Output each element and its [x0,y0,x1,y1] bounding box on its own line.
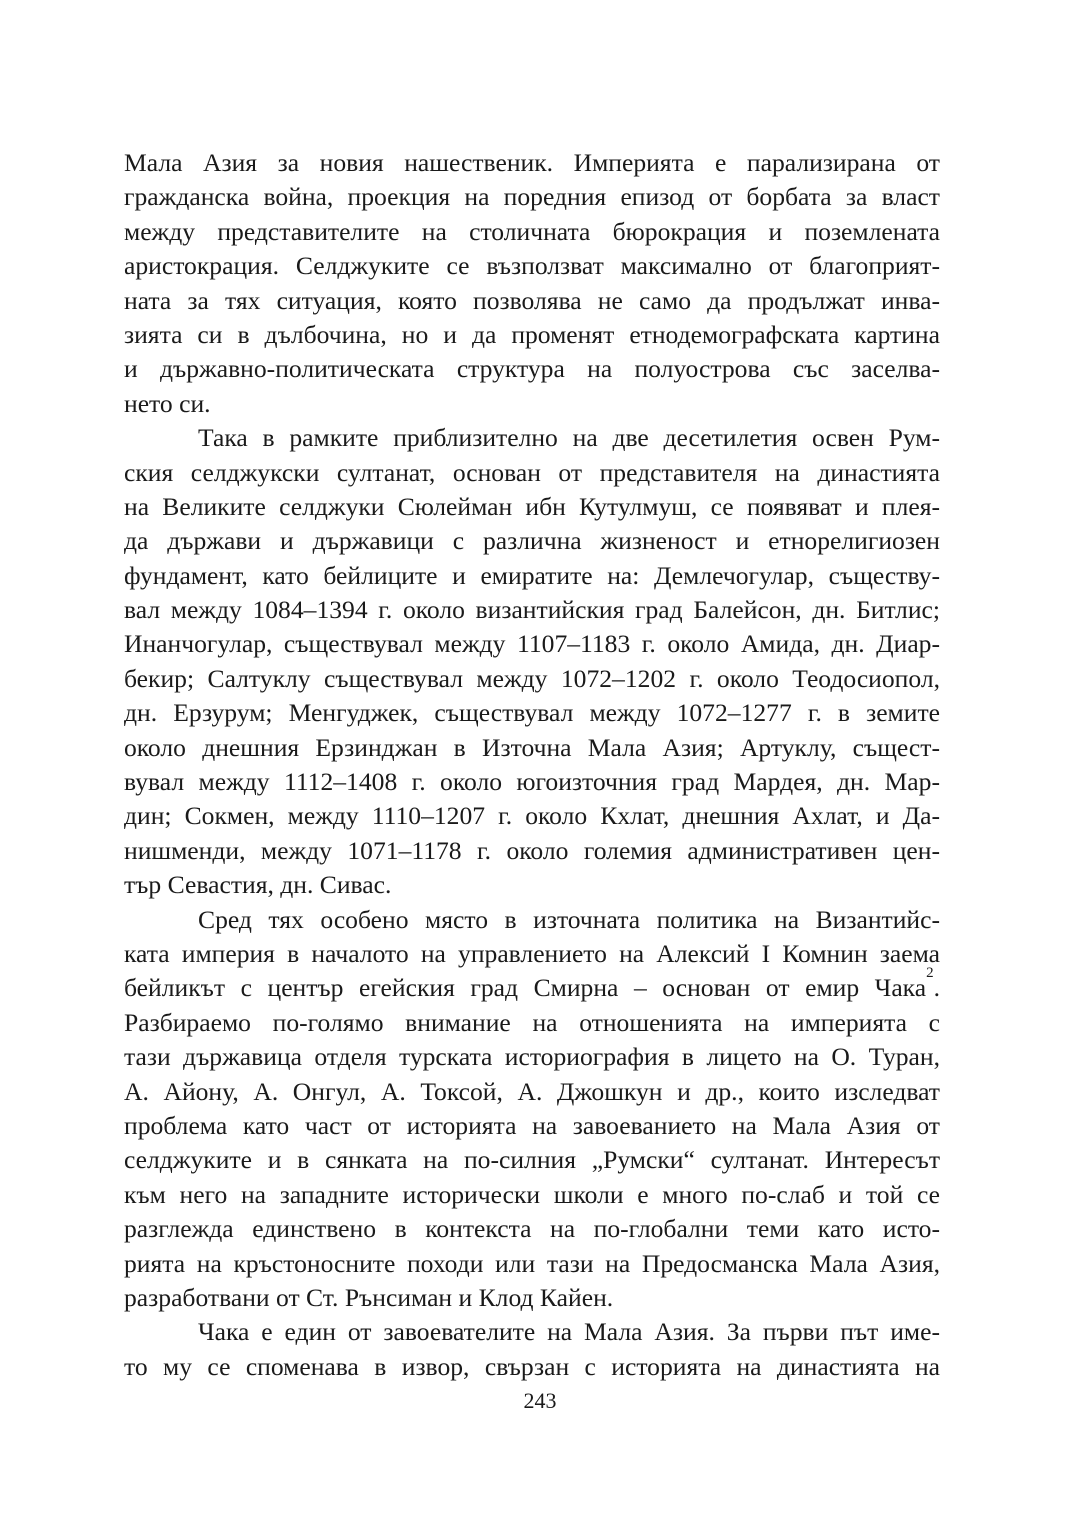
text-line: и държавно-политическата структура на полуострова със заселва- [124,354,940,384]
text-line-with-footnote [124,964,940,1005]
text-line: рията на кръстоносните походи или тази на Предосманска Мала Азия, [124,1248,940,1278]
text-line: вал между 1084–1394 г. около византийския град Балейсон, дн. Битлис; [124,595,940,625]
text-line: селджуките и в сянката на по-силния „Румски“ султанат. Интересът [124,1145,940,1175]
text-line: около днешния Ерзинджан в Източна Мала Азия; Артуклу, същест- [124,732,940,762]
text-line: Мала Азия за новия нашественик. Империята е парализирана от [124,148,940,177]
text-line: тази държавица отделя турската историография в лицето на О. Туран, [124,1042,940,1072]
text-line: ския селджукски султанат, основан от представителя на династията [124,457,940,487]
text-line: проблема като част от историята на завоеванието на Мала Азия от [124,1110,940,1140]
text-line-content: бейликът с център егейския град Смирна – основан от емир Чака [124,973,927,1003]
text-line: дин; Сокмен, между 1110–1207 г. около Кхлат, днешния Ахлат, и Да- [124,801,940,831]
text-line: към него на западните исторически школи е много по-слаб и той се [124,1179,940,1209]
text-line: Чака е един от завоевателите на Мала Азия. За първи път име- [198,1317,940,1347]
paragraph [124,146,940,421]
text-line: фундамент, като бейлиците и емиратите на: Демлечогулар, съществу- [124,560,940,590]
text-line: нето си. [124,388,211,418]
text-line: то му се споменава в извор, свързан с историята на династията на [124,1351,940,1381]
text-line: Инанчогулар, съществувал между 1107–1183 г. около Амида, дн. Диар- [124,629,940,659]
text-line: ната за тях ситуация, която позволява не само да продължат инва- [124,285,940,315]
paragraph [124,1315,940,1384]
text-line: Разбираемо по-голямо внимание на отношенията на империята с [124,1007,940,1037]
text-line: Така в рамките приблизително на две десетилетия освен Рум- [198,423,940,453]
text-line: разглежда единствено в контекста на по-глобални теми като исто- [124,1214,940,1244]
text-line: бекир; Салтуклу съществувал между 1072–1202 г. около Теодосиопол, [124,663,940,693]
footnote-ref-suffix: . [933,973,940,1003]
text-line: аристокрация. Селджуките се възползват максимално от благоприят- [124,251,940,281]
paragraph [124,421,940,902]
text-line: да държави и държавици с различна жизненост и етнорелигиозен [124,526,940,556]
body-text [124,146,940,1384]
text-line: А. Айону, А. Онгул, А. Токсой, А. Джошкун и др., които изследват [124,1076,940,1106]
text-line: ката империя в началото на управлението на Алексий I Комнин заема [124,938,940,968]
text-line: нишменди, между 1071–1178 г. около големия административен цен- [124,835,940,865]
text-line: на Великите селджуки Сюлейман ибн Кутулмуш, се появяват и плея- [124,491,940,521]
text-line: тър Севастия, дн. Сивас. [124,870,392,900]
page-number: 243 [523,1388,557,1413]
text-line: Сред тях особено място в източната политика на Византийс- [198,904,940,934]
text-line: гражданска война, проекция на поредния епизод от борбата за власт [124,182,940,212]
paragraph [124,903,940,1316]
text-line: между представителите на столичната бюрокрация и поземлената [124,216,940,246]
footnote-reference[interactable]: 2 [926,964,934,981]
text-line: дн. Ерзурум; Менгуджек, съществувал между 1072–1277 г. в земите [124,698,940,728]
text-line: вувал между 1112–1408 г. около югоизточния град Мардея, дн. Мар- [124,767,940,797]
text-line: разработвани от Ст. Рънсиман и Клод Кайен. [124,1282,614,1312]
text-line: зията си в дълбочина, но и да променят етнодемографската картина [124,319,940,349]
